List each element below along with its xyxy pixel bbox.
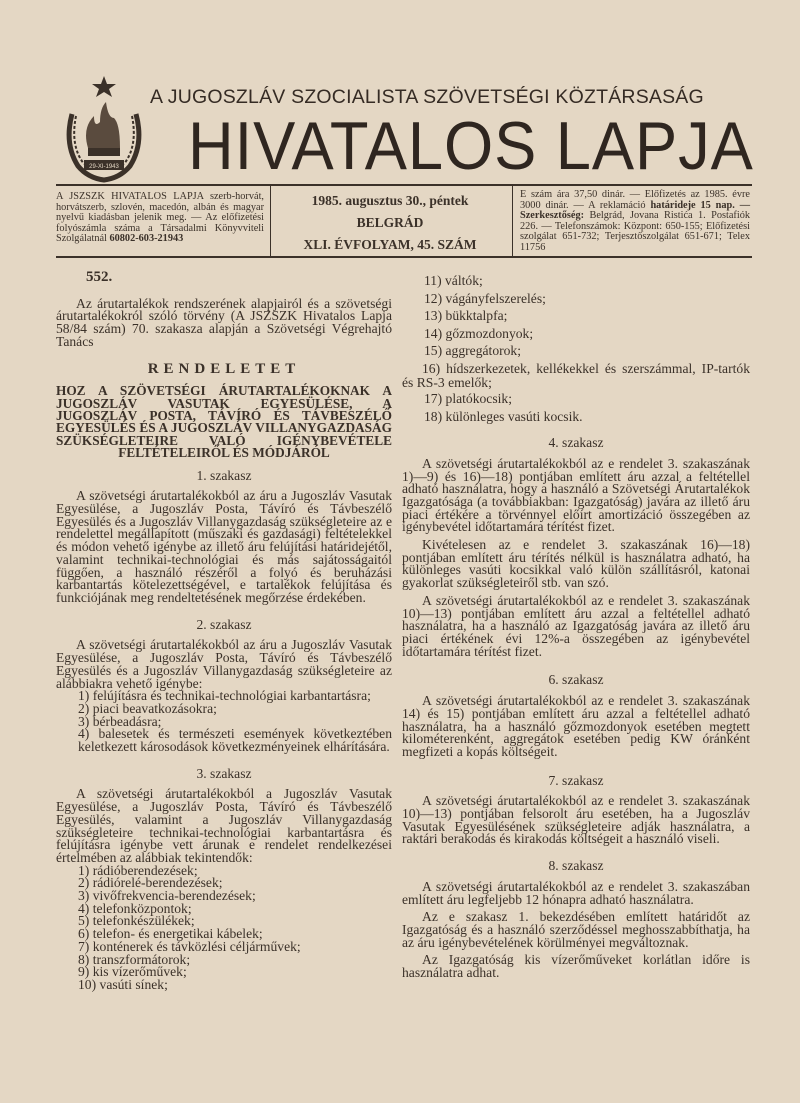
newspaper-title: HIVATALOS LAPJA: [188, 108, 754, 184]
decree-subject: HOZ A SZÖVETSÉGI ÁRUTARTALÉKOKNAK A JUGOSZLÁV VASUTAK EGYESÜLÉSE, A JUGOSZLÁV POSTA, TÁVÍRÓ ÉS TÁVBESZÉLŐ EGYESÜLÉS ÉS A JUGOSZLÁV VILLANYGAZDASÁG SZÜKSÉGLETEIRE VALÓ IGÉNYBEVÉTELE FELTÉTELEIRŐL ÉS MÓDJÁRÓL: [56, 383, 392, 461]
section-heading: 2. szakasz: [196, 616, 252, 632]
section-heading: 3. szakasz: [196, 765, 252, 781]
list-item: 8) transzformátorok;: [78, 951, 191, 967]
list-item: 4) telefonközpontok;: [78, 900, 192, 916]
section-text: A szövetségi árutartalékokból az e rendelet 3. szakaszában említett áru legfeljebb 12 hónapra adható használatra.: [402, 878, 750, 907]
right-column: [402, 272, 750, 980]
state-emblem: [58, 74, 150, 186]
list-item: 1) rádióberendezések;: [78, 862, 198, 878]
list-item: 7) konténerek és távközlési céljárművek;: [78, 938, 301, 954]
price-text: E szám ára 37,50 dinár. — Előfizetés az 1985. évre 3000 dinár. — A reklamáció: [520, 189, 750, 211]
section-heading: 1. szakasz: [196, 467, 252, 483]
list-item: 9) kis vízerőművek;: [78, 964, 187, 980]
list-item: 17) platókocsik;: [424, 390, 512, 406]
issue-city: BELGRÁD: [356, 215, 424, 230]
left-column: [56, 271, 392, 992]
issue-volume: XLI. ÉVFOLYAM, 45. SZÁM: [303, 237, 477, 252]
republic-name: A JUGOSZLÁV SZOCIALISTA SZÖVETSÉGI KÖZTÁRSASÁG: [150, 86, 704, 108]
list-item: 10) vasúti sínek;: [78, 976, 168, 992]
section-text: Az Igazgatóság kis vízerőműveket korlátlan időre is használatra adhat.: [402, 952, 750, 981]
info-bottom-rule: [56, 256, 752, 258]
list-item: 3) bérbeadásra;: [78, 713, 162, 729]
list-item: 15) aggregátorok;: [424, 343, 522, 359]
section-heading: 6. szakasz: [548, 672, 604, 688]
section-text: A szövetségi árutartalékokból az áru a Jugoszláv Vasutak Egyesülése, a Jugoszláv Posta, Távíró és Távbeszélő Egyesülés és a Jugoszláv Villanygazdaság szükségleteire az e rendelettel megállapított (műszaki és gazdasági) feltételekkel és módon vehető igénybe az illető áru felújítási határidejétől, valamint technikai-technológiai és más sajátosságaitól függően, a használó részéről a folyó és beruházási karbantartás kötelezettségével, e tartalékok felújítása és funkciójának meg rendeltetésének megőrzése érdekében.: [56, 488, 392, 605]
list-item: 4) balesetek és természeti események következtében keletkezett károsodások következményeinek elhárítására.: [78, 726, 392, 755]
section-heading: 4. szakasz: [548, 435, 604, 451]
section-heading: 8. szakasz: [548, 858, 604, 874]
issue-info: [280, 190, 500, 256]
section-text: A szövetségi árutartalékokból az e rendelet 3. szakaszának 1)—9) és 16)—18) pontjában említett áru azzal a feltétellel adható használatra, hogy a használó a Szövetségi Árutartalékok Igazgatósága (a továbbiakban: Igazgatóság) javára az illető áru piaci értékére a törvénnyel előírt amortizáció összegében az igénybevétel időtartamára térítést fizet.: [402, 455, 750, 535]
section-text: A szövetségi árutartalékokból az e rendelet 3. szakaszának 10)—13) pontjában felsorolt áru esetében, ha a Jugoszláv Vasutak Egyesülésének szükségleteire adják használatra, a raktári berakodás és kirakodás költségeit a használó viseli.: [402, 793, 750, 847]
section-text: Az e szakasz 1. bekezdésében említett határidőt az Igazgatóság és a használó szerződéssel meghosszabbíthatja, ha az áru igénybevételének körülményei megváltoznak.: [402, 909, 750, 950]
emblem-date: 29-XI-1943: [89, 164, 119, 170]
article-number: 552.: [86, 269, 113, 285]
list-item: 3) vivőfrekvencia-berendezések;: [78, 888, 256, 904]
section-heading: 7. szakasz: [548, 772, 604, 788]
section-text: A szövetségi árutartalékokból az e rendelet 3. szakaszának 10)—13) pontjában említett áru azzal a feltétellel adható használatra, ha a használó az Igazgatóság javára az illető áru piaci értékének évi 12%-a összegében az igénybevétel időtartamára térítést fizet.: [402, 592, 750, 659]
section-text: A szövetségi árutartalékokból a Jugoszláv Vasutak Egyesülése, a Jugoszláv Posta, Távíró és Távbeszélő Egyesülés, valamint a Jugoszláv Villanygazdaság szükségleteire technikai-technológiai karbantartásra és felújításra igénybe vett árunak e rendelet rendelkezései értelmében az alábbiak tekintendők:: [56, 786, 392, 865]
list-item: 18) különleges vasúti kocsik.: [424, 408, 583, 424]
masthead-rule: [56, 184, 752, 186]
list-item: 1) felújításra és technikai-technológiai karbantartásra;: [78, 688, 371, 704]
list-item: 16) hídszerkezetek, kellékekkel és szerszámmal, IP-tartók és RS-3 emelők;: [402, 360, 750, 390]
price-contact-info: [520, 190, 750, 254]
deadline-text: határideje 15 nap. — Szerkesztőség:: [520, 199, 750, 222]
list-item: 5) telefonkészülékek;: [78, 913, 195, 929]
info-divider-right: [512, 186, 513, 256]
list-item: 2) piaci beavatkozásokra;: [78, 700, 217, 716]
publication-languages: A JSZSZK HIVATALOS LAPJA szerb-horvát, horvátszerb, szlovén, macedón, albán és magyar nyelvű kiadásban jelenik meg. — Az előfizetési folyószámla száma a Társadalmi Könyvviteli Szolgálatnál: [56, 191, 264, 245]
contact-text: Belgrád, Jovana Ristića 1. Postafiók 226. — Telefonszámok: Központ: 650-155; Előfizetési szolgálat 651-732; Terjesztőszolgálat 651-671; Telex 11756: [520, 210, 751, 253]
list-item: 11) váltók;: [424, 273, 483, 288]
decree-heading: RENDELETET: [147, 360, 301, 377]
list-item: 6) telefon- és energetikai kábelek;: [78, 926, 263, 942]
info-divider-left: [270, 186, 271, 256]
list-item: 2) rádiórelé-berendezések;: [78, 875, 223, 891]
preamble: Az árutartalékok rendszerének alapjairól és a szövetségi árutartalékokról szóló törvény (A JSZSZK Hivatalos Lapja 58/84 szám) 70. szakasza alapján a Szövetségi Végrehajtó Tanács: [56, 295, 392, 349]
section-text: Kivételesen az e rendelet 3. szakaszának 16)—18) pontjában említett áru térítés nélkül is használatra adható, ha különleges vasúti kocsikkal való külön szállításról, katonai gyakorlat szükségleteiről stb. van szó.: [402, 537, 750, 591]
section-text: A szövetségi árutartalékokból az e rendelet 3. szakaszának 14) és 15) pontjában említett áru azzal a feltétellel adható használatra, ha a használó gőzmozdonyok esetében megtett kilométerenként, aggregátok esetében pedig KW óránként megfizeti a kopás költségeit.: [402, 693, 750, 759]
list-item: 14) gőzmozdonyok;: [424, 325, 534, 341]
section-text: A szövetségi árutartalékokból az áru a Jugoszláv Vasutak Egyesülése, a Jugoszláv Posta, Távíró és Távbeszélő Egyesülés és a Jugoszláv Villanygazdaság szükségleteire az alábbiakra vehető igénybe:: [56, 637, 392, 691]
list-item: 13) bükktalpfa;: [424, 308, 508, 324]
list-item: 12) vágányfelszerelés;: [424, 290, 546, 306]
account-number: 60802-603-21943: [109, 233, 184, 245]
issue-date: 1985. augusztus 30., péntek: [311, 193, 469, 208]
publication-info: [56, 192, 264, 245]
